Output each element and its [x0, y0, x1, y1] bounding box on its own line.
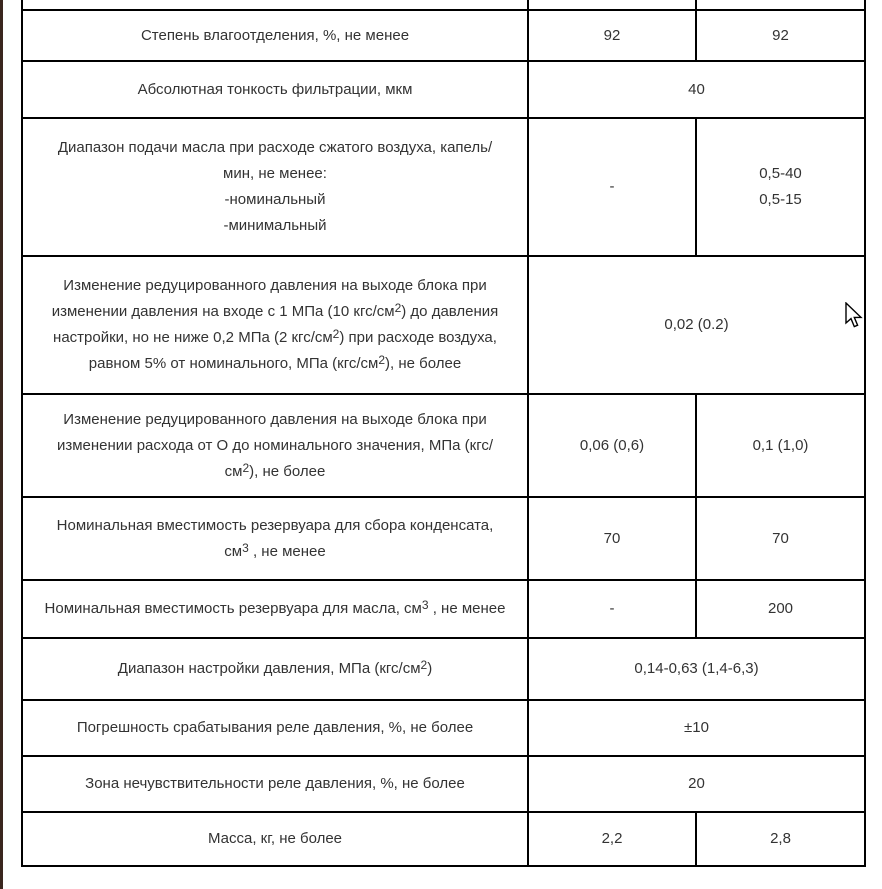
param-cell: Масса, кг, не более: [22, 812, 528, 866]
param-cell: Номинальная вместимость резервуара для сбора конденсата, $см^3$ , не менее: [22, 497, 528, 580]
value-cell: -: [528, 580, 696, 638]
param-cell: Степень влагоотделения, %, не менее: [22, 10, 528, 61]
value-cell: 92: [528, 10, 696, 61]
param-cell: Абсолютная тонкость фильтрации, мкм: [22, 61, 528, 118]
table-row: [22, 118, 865, 256]
value-cell: 200: [696, 580, 865, 638]
table-row: [22, 497, 865, 580]
value-cell: 70: [528, 497, 696, 580]
value-cell: 92: [696, 10, 865, 61]
param-cell: [22, 0, 528, 10]
specifications-table: [21, 0, 866, 867]
table-row: [22, 700, 865, 756]
param-cell: Номинальная вместимость резервуара для масла, $см^3$ , не менее: [22, 580, 528, 638]
table-row: [22, 812, 865, 866]
table-row: [22, 756, 865, 812]
param-cell: Погрешность срабатывания реле давления, %, не более: [22, 700, 528, 756]
value-cell-merged: 0,14-0,63 (1,4-6,3): [528, 638, 865, 700]
param-cell: Диапазон подачи масла при расходе сжатого воздуха, капель/ мин, не менее: -номинальный -минимальный: [22, 118, 528, 256]
table-row-partial: [22, 0, 865, 10]
table-row: [22, 256, 865, 394]
table-row: [22, 61, 865, 118]
value-cell: 2,8: [696, 812, 865, 866]
value-cell-merged: 40: [528, 61, 865, 118]
value-cell-merged: 20: [528, 756, 865, 812]
table-row: [22, 638, 865, 700]
param-cell: Изменение редуцированного давления на выходе блока при изменении давления на входе с 1 МПа (10 кгс/$см^2$) до давления настройки, но не ниже 0,2 МПа (2 кгс/$см^2$) при расходе воздуха, равном 5% от номинального, МПа $(кгс/см^2)$, не более: [22, 256, 528, 394]
value-cell: 0,06 (0,6): [528, 394, 696, 497]
value-cell: [696, 0, 865, 10]
value-cell: 0,5-40 0,5-15: [696, 118, 865, 256]
value-cell: -: [528, 118, 696, 256]
value-cell: 0,1 (1,0): [696, 394, 865, 497]
page-left-edge-strip: [0, 0, 3, 889]
param-cell: Изменение редуцированного давления на выходе блока при изменении расхода от О до номинального значения, МПа (кгс/ $см^2$), не более: [22, 394, 528, 497]
param-cell: Зона нечувствительности реле давления, %, не более: [22, 756, 528, 812]
value-cell-merged: 0,02 (0.2): [528, 256, 865, 394]
table-row: [22, 10, 865, 61]
value-cell: 70: [696, 497, 865, 580]
value-cell-merged: ±10: [528, 700, 865, 756]
value-cell: [528, 0, 696, 10]
value-cell: 2,2: [528, 812, 696, 866]
param-cell: Диапазон настройки давления, МПа $(кгс/см^2)$: [22, 638, 528, 700]
table-row: [22, 394, 865, 497]
table-row: [22, 580, 865, 638]
